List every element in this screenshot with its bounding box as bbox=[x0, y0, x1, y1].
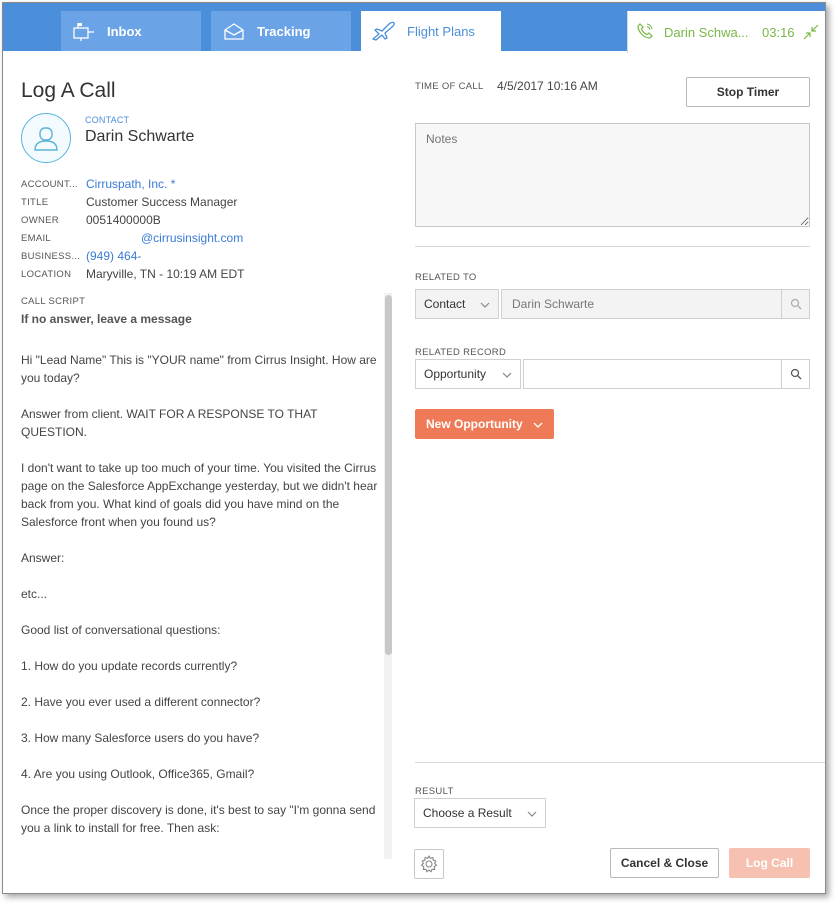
tab-tracking-label: Tracking bbox=[257, 23, 311, 39]
result-label: RESULT bbox=[415, 786, 454, 797]
tab-tracking[interactable] bbox=[211, 11, 351, 51]
tab-inbox[interactable] bbox=[61, 11, 201, 51]
settings-button[interactable] bbox=[414, 849, 444, 879]
contact-label: CONTACT bbox=[85, 115, 130, 125]
script-paragraph: etc... bbox=[21, 587, 48, 601]
field-label: ACCOUNT... bbox=[21, 178, 78, 190]
result-value: Choose a Result bbox=[423, 806, 512, 820]
related-to-lookup[interactable] bbox=[501, 289, 810, 319]
script-paragraph: Good list of conversational questions: bbox=[21, 623, 221, 637]
script-paragraph: Answer: bbox=[21, 551, 65, 565]
call-timer: 03:16 bbox=[762, 24, 795, 40]
tab-bar bbox=[3, 3, 825, 51]
contact-fields bbox=[21, 175, 391, 283]
field-location bbox=[21, 265, 391, 283]
divider bbox=[415, 762, 826, 763]
related-to-value: Darin Schwarte bbox=[512, 297, 595, 311]
search-icon[interactable] bbox=[781, 290, 809, 318]
chevron-down-icon bbox=[480, 299, 490, 309]
related-to-type-value: Contact bbox=[424, 297, 466, 311]
cirrus-window bbox=[2, 2, 826, 894]
page-title: Log A Call bbox=[21, 79, 116, 102]
field-value: Customer Success Manager bbox=[86, 195, 238, 209]
field-value: 0051400000B bbox=[86, 213, 161, 227]
related-to-label: RELATED TO bbox=[415, 272, 477, 283]
related-record-label: RELATED RECORD bbox=[415, 347, 507, 358]
new-opportunity-button[interactable] bbox=[415, 409, 554, 439]
script-paragraph: 3. How many Salesforce users do you have? bbox=[21, 731, 260, 745]
gear-icon bbox=[419, 854, 439, 874]
account-link[interactable]: Cirruspath, Inc. * bbox=[86, 177, 176, 191]
minimize-icon[interactable] bbox=[803, 24, 819, 40]
phone-icon bbox=[636, 22, 656, 43]
result-select[interactable] bbox=[414, 798, 546, 828]
active-call-panel[interactable] bbox=[627, 11, 826, 53]
related-record-type-value: Opportunity bbox=[424, 367, 487, 381]
tab-flight-plans[interactable] bbox=[361, 11, 501, 51]
tab-flight-plans-label: Flight Plans bbox=[407, 23, 475, 39]
stop-timer-button[interactable]: Stop Timer bbox=[686, 77, 810, 107]
script-paragraph: 4. Are you using Outlook, Office365, Gmail? bbox=[21, 767, 255, 781]
tab-inbox-label: Inbox bbox=[107, 23, 142, 39]
person-icon bbox=[32, 124, 60, 152]
cancel-close-button[interactable]: Cancel & Close bbox=[610, 848, 719, 878]
field-label: LOCATION bbox=[21, 268, 72, 280]
field-title bbox=[21, 193, 391, 211]
field-business-phone bbox=[21, 247, 391, 265]
related-record-type-select[interactable] bbox=[415, 359, 521, 389]
script-paragraph: 1. How do you update records currently? bbox=[21, 659, 238, 673]
script-paragraph: Once the proper discovery is done, it's best to say "I'm gonna send you a link to install for free. Then ask: bbox=[21, 803, 376, 835]
field-label: EMAIL bbox=[21, 232, 52, 244]
field-label: TITLE bbox=[21, 196, 49, 208]
script-paragraph: Answer from client. WAIT FOR A RESPONSE TO THAT QUESTION. bbox=[21, 407, 318, 439]
contact-name: Darin Schwarte bbox=[85, 128, 195, 145]
field-value: Maryville, TN - 10:19 AM EDT bbox=[86, 267, 245, 281]
search-icon[interactable] bbox=[781, 360, 809, 388]
active-call-name: Darin Schwa... bbox=[664, 24, 749, 40]
email-link[interactable]: @cirrusinsight.com bbox=[141, 231, 244, 245]
airplane-icon bbox=[369, 20, 399, 42]
notes-textarea[interactable] bbox=[415, 123, 810, 227]
chevron-down-icon bbox=[502, 369, 512, 379]
call-details-panel bbox=[3, 51, 397, 894]
call-script-label: CALL SCRIPT bbox=[21, 296, 86, 307]
field-label: BUSINESS... bbox=[21, 250, 81, 262]
field-account bbox=[21, 175, 391, 193]
field-email bbox=[21, 229, 391, 247]
avatar bbox=[21, 113, 71, 163]
time-of-call-label: TIME OF CALL bbox=[415, 81, 484, 92]
script-paragraph: I don't want to take up too much of your time. You visited the Cirrus page on the Salesforce AppExchange yesterday, but we didn't hear back from you. What kind of goals did you have mind on the Salesforce front when you found us? bbox=[21, 461, 378, 529]
related-to-type-select[interactable] bbox=[415, 289, 499, 319]
log-call-button[interactable]: Log Call bbox=[729, 848, 810, 878]
field-owner bbox=[21, 211, 391, 229]
field-label: OWNER bbox=[21, 214, 59, 226]
chevron-down-icon bbox=[527, 808, 537, 818]
phone-link[interactable]: (949) 464- bbox=[86, 249, 142, 263]
call-script-heading: If no answer, leave a message bbox=[21, 312, 192, 326]
new-opportunity-label: New Opportunity bbox=[426, 417, 523, 431]
related-record-lookup[interactable] bbox=[523, 359, 810, 389]
mailbox-icon bbox=[69, 20, 99, 42]
chevron-down-icon bbox=[533, 419, 543, 429]
envelope-open-icon bbox=[219, 20, 249, 42]
script-scrollbar-thumb[interactable] bbox=[385, 295, 392, 655]
divider bbox=[415, 246, 810, 247]
script-paragraph: 2. Have you ever used a different connector? bbox=[21, 695, 261, 709]
time-of-call-value: 4/5/2017 10:16 AM bbox=[497, 79, 598, 93]
script-paragraph: Hi "Lead Name" This is "YOUR name" from Cirrus Insight. How are you today? bbox=[21, 353, 377, 385]
call-form-panel bbox=[397, 51, 826, 894]
call-script-text bbox=[21, 351, 381, 859]
